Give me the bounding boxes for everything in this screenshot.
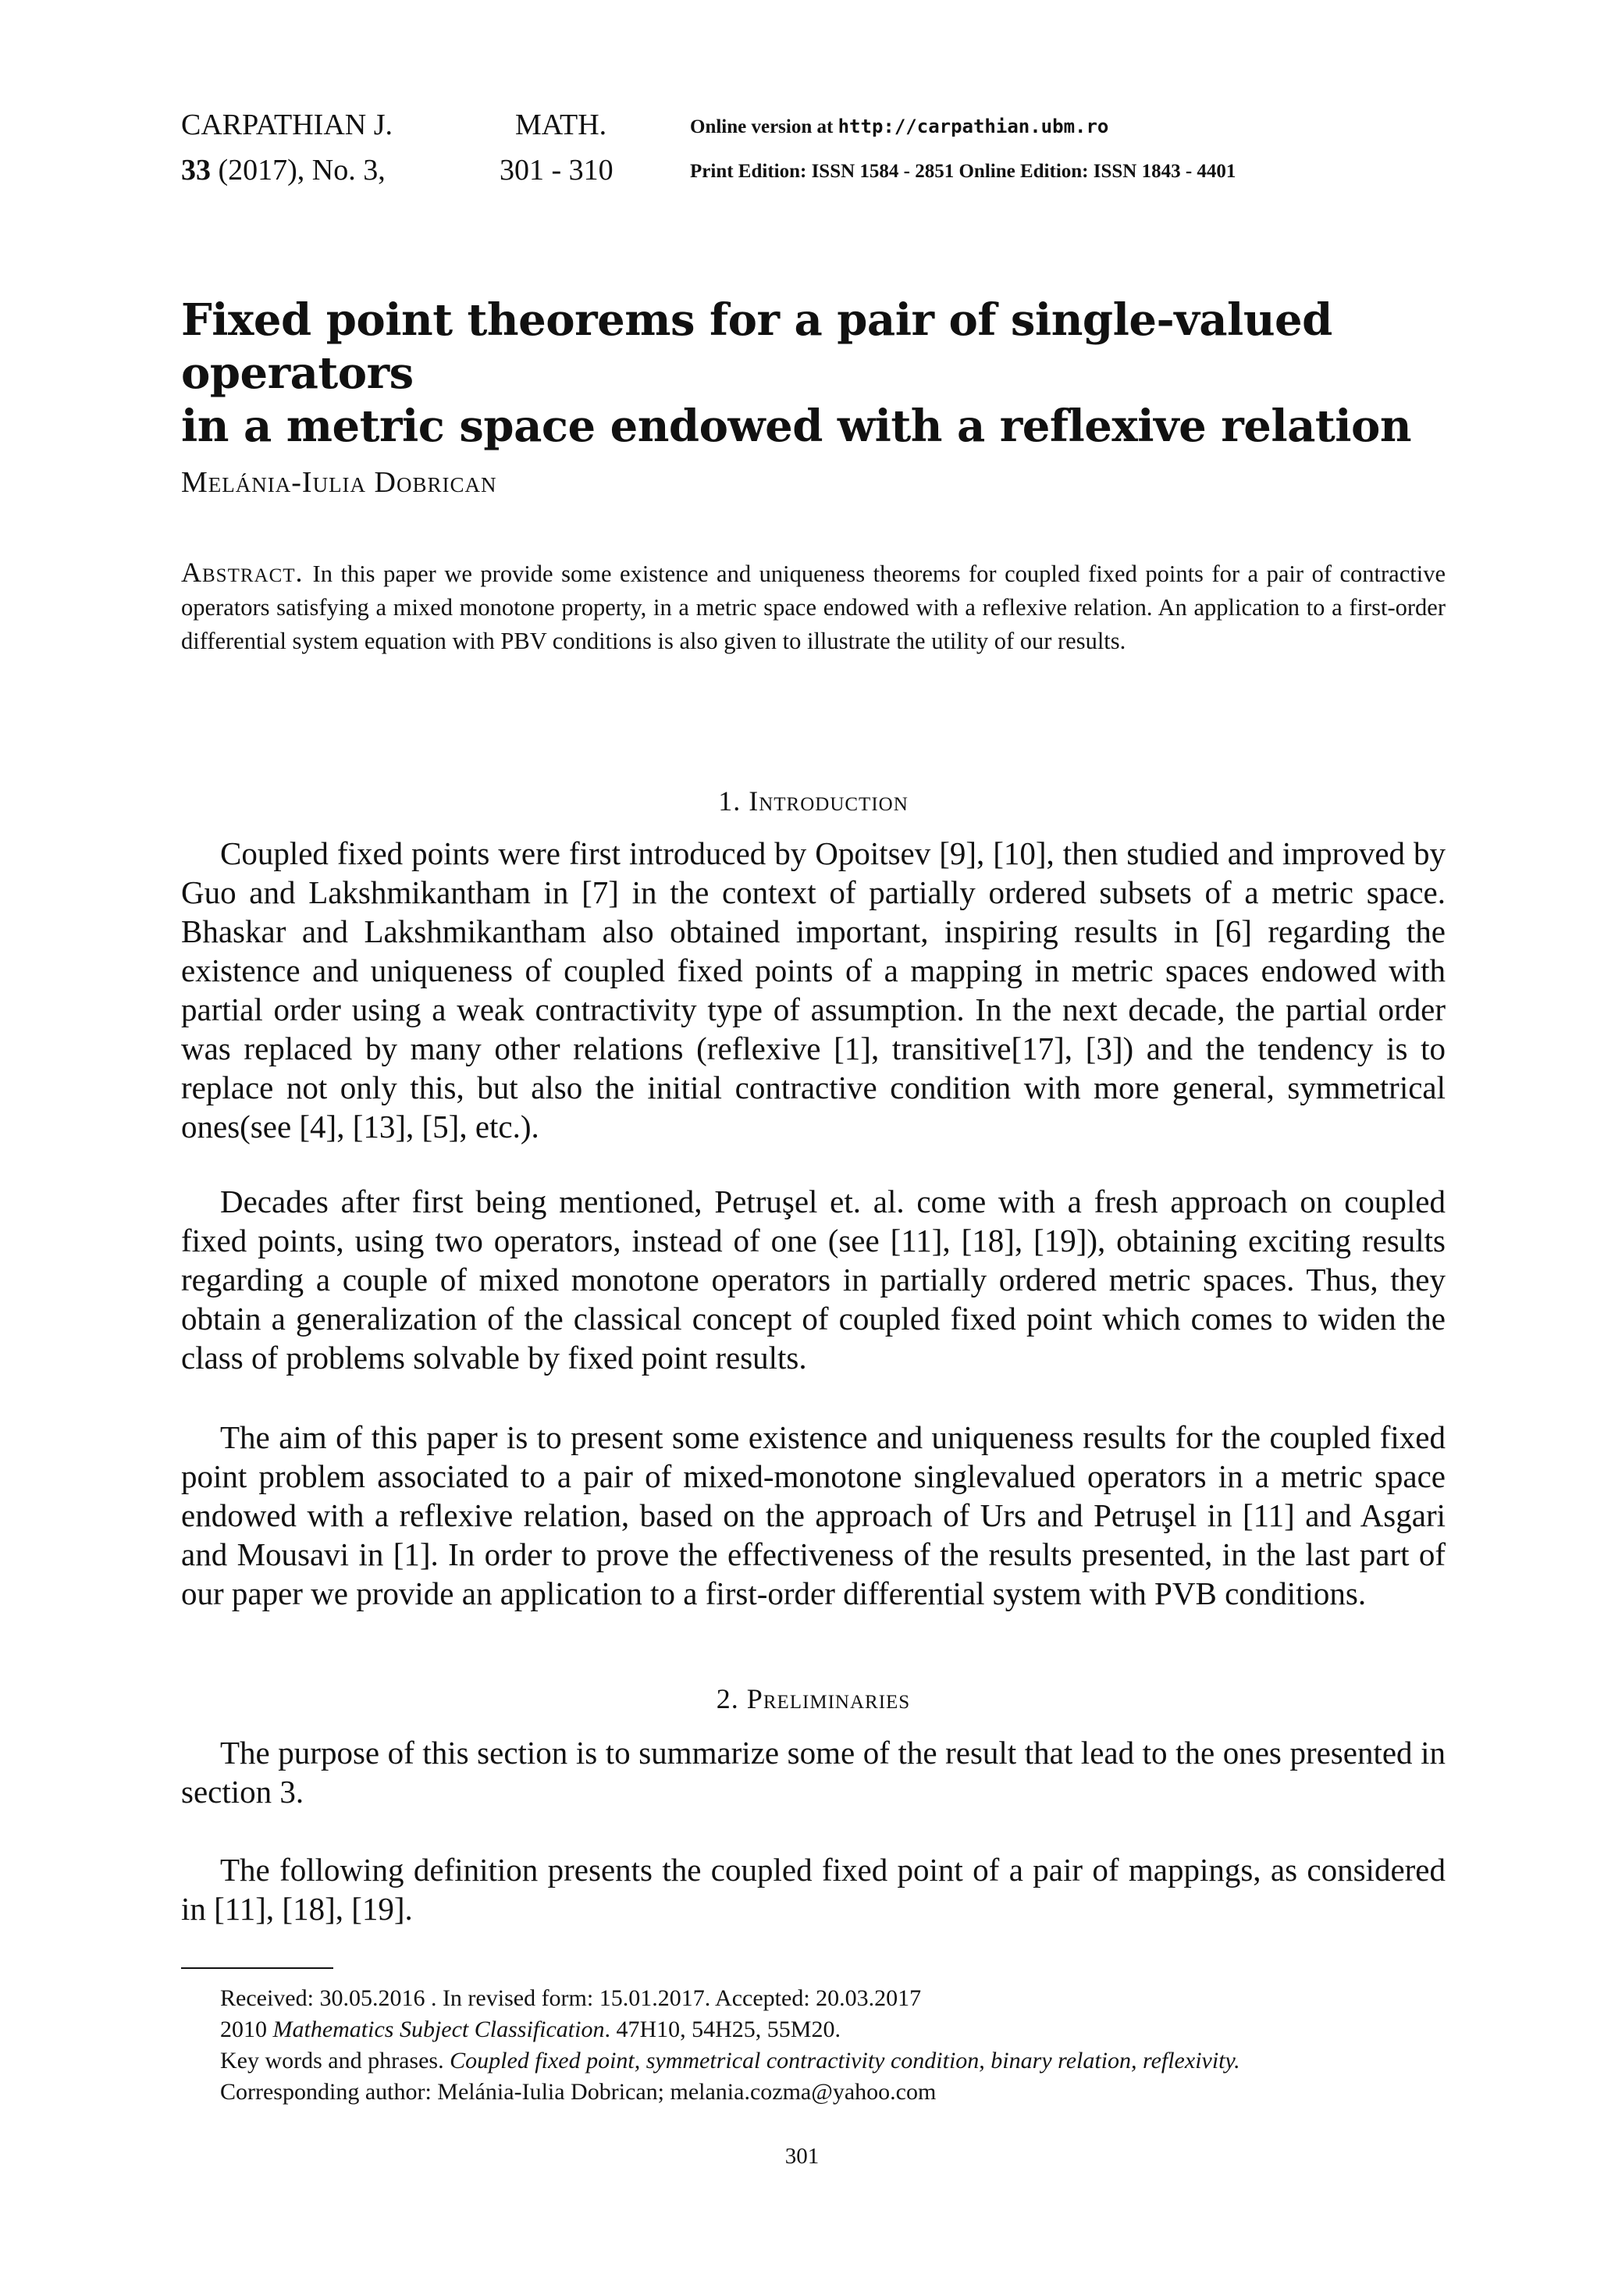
prelim-paragraph-1: The purpose of this section is to summarize some of the result that lead to the ones presented in section 3. (181, 1735, 1446, 1810)
footnote-corresponding-author: Corresponding author: Melánia-Iulia Dobrican; melania.cozma@yahoo.com (220, 2079, 937, 2105)
footnote-received: Received: 30.05.2016 . In revised form: 15.01.2017. Accepted: 20.03.2017 (220, 1985, 922, 2011)
abstract-label: Abstract. (181, 557, 304, 588)
journal-name: CARPATHIAN J. (181, 109, 393, 141)
intro-paragraph-2: Decades after first being mentioned, Petruşel et. al. come with a fresh approach on coupled fixed points, using two operators, instead of one (see [11], [18], [19]), obtaining exciting results regarding a couple of mixed monotone operators in partially ordered metric spaces. Thus, they obtain a generalization of the classical concept of coupled fixed point which comes to widen the class of problems solvable by fixed point results. (181, 1184, 1446, 1376)
section-heading-preliminaries: 2. Preliminaries (716, 1683, 911, 1714)
journal-math: MATH. (515, 109, 607, 141)
author-name: Melánia-Iulia Dobrican (181, 466, 497, 499)
journal-url-link[interactable]: http://carpathian.ubm.ro (838, 116, 1109, 137)
page-range: 301 - 310 (500, 154, 614, 187)
issn-info: Print Edition: ISSN 1584 - 2851 Online Edition: ISSN 1843 - 4401 (690, 161, 1236, 182)
footnote-msc: 2010 Mathematics Subject Classification. 47H10, 54H25, 55M20. (220, 2017, 841, 2042)
footnote-rule (181, 1967, 333, 1969)
abstract-text: In this paper we provide some existence and uniqueness theorems for coupled fixed points for a pair of contractive operators satisfying a mixed monotone property, in a metric space endowed with a reflexive relation. An application to a first-order differential system equation with PBV conditions is also given to illustrate the utility of our results. (181, 561, 1446, 654)
online-version: Online version at http://carpathian.ubm.ro (690, 116, 1109, 137)
prelim-paragraph-2: The following definition presents the coupled fixed point of a pair of mappings, as considered in [11], [18], [19]. (181, 1852, 1446, 1927)
footnote-keywords: Key words and phrases. Coupled fixed point, symmetrical contractivity condition, binary relation, reflexivity. (220, 2048, 1240, 2074)
intro-paragraph-3: The aim of this paper is to present some existence and uniqueness results for the coupled fixed point problem associated to a pair of mixed-monotone singlevalued operators in a metric space endowed with a reflexive relation, based on the approach of Urs and Petruşel in [11] and Asgari and Mousavi in [1]. In order to prove the effectiveness of the results presented, in the last part of our paper we provide an application to a first-order differential system with PVB conditions. (181, 1419, 1446, 1611)
abstract (181, 556, 1446, 658)
journal-header (181, 108, 1446, 198)
paper-title: Fixed point theorems for a pair of single-valued operators in a metric space endowed with a reflexive relation (181, 294, 1412, 452)
volume-info: 33 (2017), No. 3, (181, 154, 386, 187)
section-heading-introduction: 1. Introduction (718, 785, 909, 817)
page-number: 301 (784, 2144, 820, 2169)
intro-paragraph-1: Coupled fixed points were first introduced by Opoitsev [9], [10], then studied and improved by Guo and Lakshmikantham in [7] in the context of partially ordered subsets of a metric space. Bhaskar and Lakshmikantham also obtained important, inspiring results in [6] regarding the existence and uniqueness of coupled fixed points of a mapping in metric spaces endowed with partial order using a weak contractivity type of assumption. In the next decade, the partial order was replaced by many other relations (reflexive [1], transitive[17], [3]) and the tendency is to replace not only this, but also the initial contractive condition with more general, symmetrical ones(see [4], [13], [5], etc.). (181, 835, 1446, 1144)
